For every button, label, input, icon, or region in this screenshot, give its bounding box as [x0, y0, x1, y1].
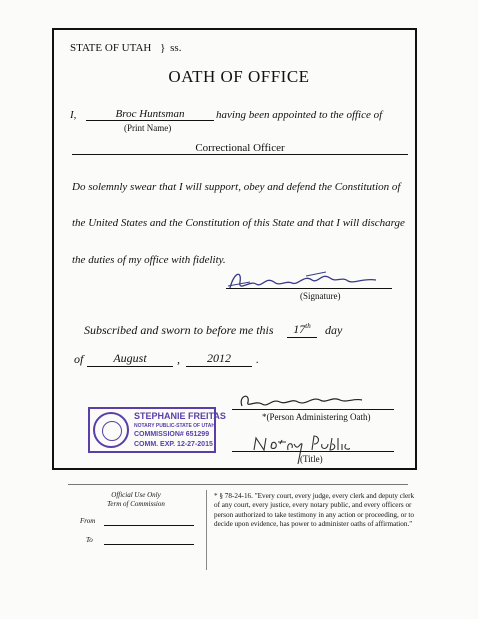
term-heading: Term of Commission	[107, 500, 165, 508]
from-label: From	[80, 517, 96, 525]
ss-label: ss.	[170, 42, 182, 54]
day-field	[287, 322, 317, 338]
official-use-heading: Official Use Only	[111, 491, 161, 499]
stamp-line-2: NOTARY PUBLIC-STATE OF UTAH	[134, 423, 216, 429]
to-field	[104, 544, 194, 545]
title-caption: (Title)	[300, 454, 323, 464]
year-field: 2012	[186, 351, 252, 367]
i-prefix: I,	[70, 109, 77, 121]
signature-line	[226, 288, 392, 289]
column-divider	[206, 490, 207, 570]
stamp-notary-name: STEPHANIE FREITAS	[134, 411, 226, 421]
to-label: To	[86, 536, 93, 544]
administering-line	[232, 409, 394, 410]
day-word: day	[325, 323, 343, 337]
title-line	[232, 451, 394, 452]
brace: }	[160, 42, 166, 54]
print-name-field: Broc Huntsman	[86, 108, 214, 121]
day-suffix: th	[305, 322, 311, 330]
from-field	[104, 525, 194, 526]
month-field: August	[87, 351, 173, 367]
statute-footnote: * § 78-24-16. "Every court, every judge, every clerk and deputy clerk of any court, every justice, every notary public, and every officers or person authorized to take testimony in any action or proceeding, or to decide upon evidence, has power to administer oaths of affirmation."	[214, 492, 415, 529]
day-value: 17	[293, 322, 306, 336]
appointment-text: having been appointed to the office of	[216, 109, 383, 121]
period: .	[256, 352, 259, 366]
administering-caption: *(Person Administering Oath)	[262, 412, 371, 422]
document-title: OATH OF OFFICE	[168, 67, 310, 86]
section-divider	[68, 484, 408, 485]
signature-caption: (Signature)	[300, 291, 341, 301]
stamp-line-4: COMM. EXP. 12-27-2015	[134, 441, 213, 448]
oath-line-3: the duties of my office with fidelity.	[72, 254, 226, 266]
comma: ,	[177, 352, 180, 366]
oath-line-1: Do solemnly swear that I will support, obey and defend the Constitution of	[72, 181, 401, 193]
of-word: of	[74, 352, 84, 366]
print-name-caption: (Print Name)	[124, 123, 172, 133]
utah-state-seal-icon	[93, 412, 129, 448]
sworn-text: Subscribed and sworn to before me this	[84, 323, 274, 337]
venue-line	[70, 42, 181, 54]
oath-line-2: the United States and the Constitution of this State and that I will discharge	[72, 217, 405, 229]
notary-stamp	[88, 407, 226, 453]
state-label: STATE OF UTAH	[70, 42, 152, 54]
office-field: Correctional Officer	[72, 142, 408, 155]
stamp-line-3: COMMISSION# 651299	[134, 431, 210, 438]
